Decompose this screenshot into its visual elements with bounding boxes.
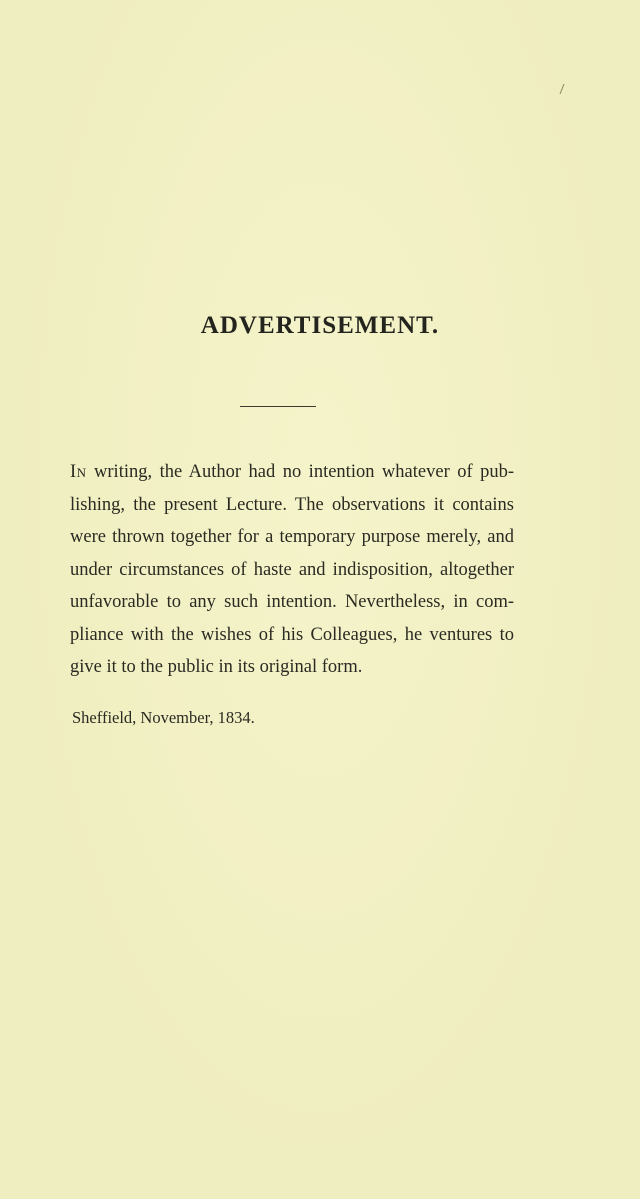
advertisement-paragraph xyxy=(70,456,514,684)
paragraph-line: were thrown together for a temporary purpose merely, and xyxy=(70,527,514,547)
paragraph-line: unfavorable to any such intention. Nevertheless, in com- xyxy=(70,592,514,612)
paragraph-line: lishing, the present Lecture. The observations it contains xyxy=(70,494,514,515)
signoff-place-date: Sheffield, November, 1834. xyxy=(72,708,255,727)
ink-mark xyxy=(558,82,566,94)
paragraph-line: under circumstances of haste and indisposition, altogether xyxy=(70,559,514,580)
page-heading: ADVERTISEMENT. xyxy=(200,312,440,339)
heading-divider xyxy=(240,406,316,407)
paragraph-line: In writing, the Author had no intention whatever of pub- xyxy=(70,462,514,482)
paragraph-line: pliance with the wishes of his Colleagues, he ventures to xyxy=(70,624,514,645)
paragraph-line: give it to the public in its original form. xyxy=(70,657,363,677)
dropcap-word: In xyxy=(70,462,87,482)
